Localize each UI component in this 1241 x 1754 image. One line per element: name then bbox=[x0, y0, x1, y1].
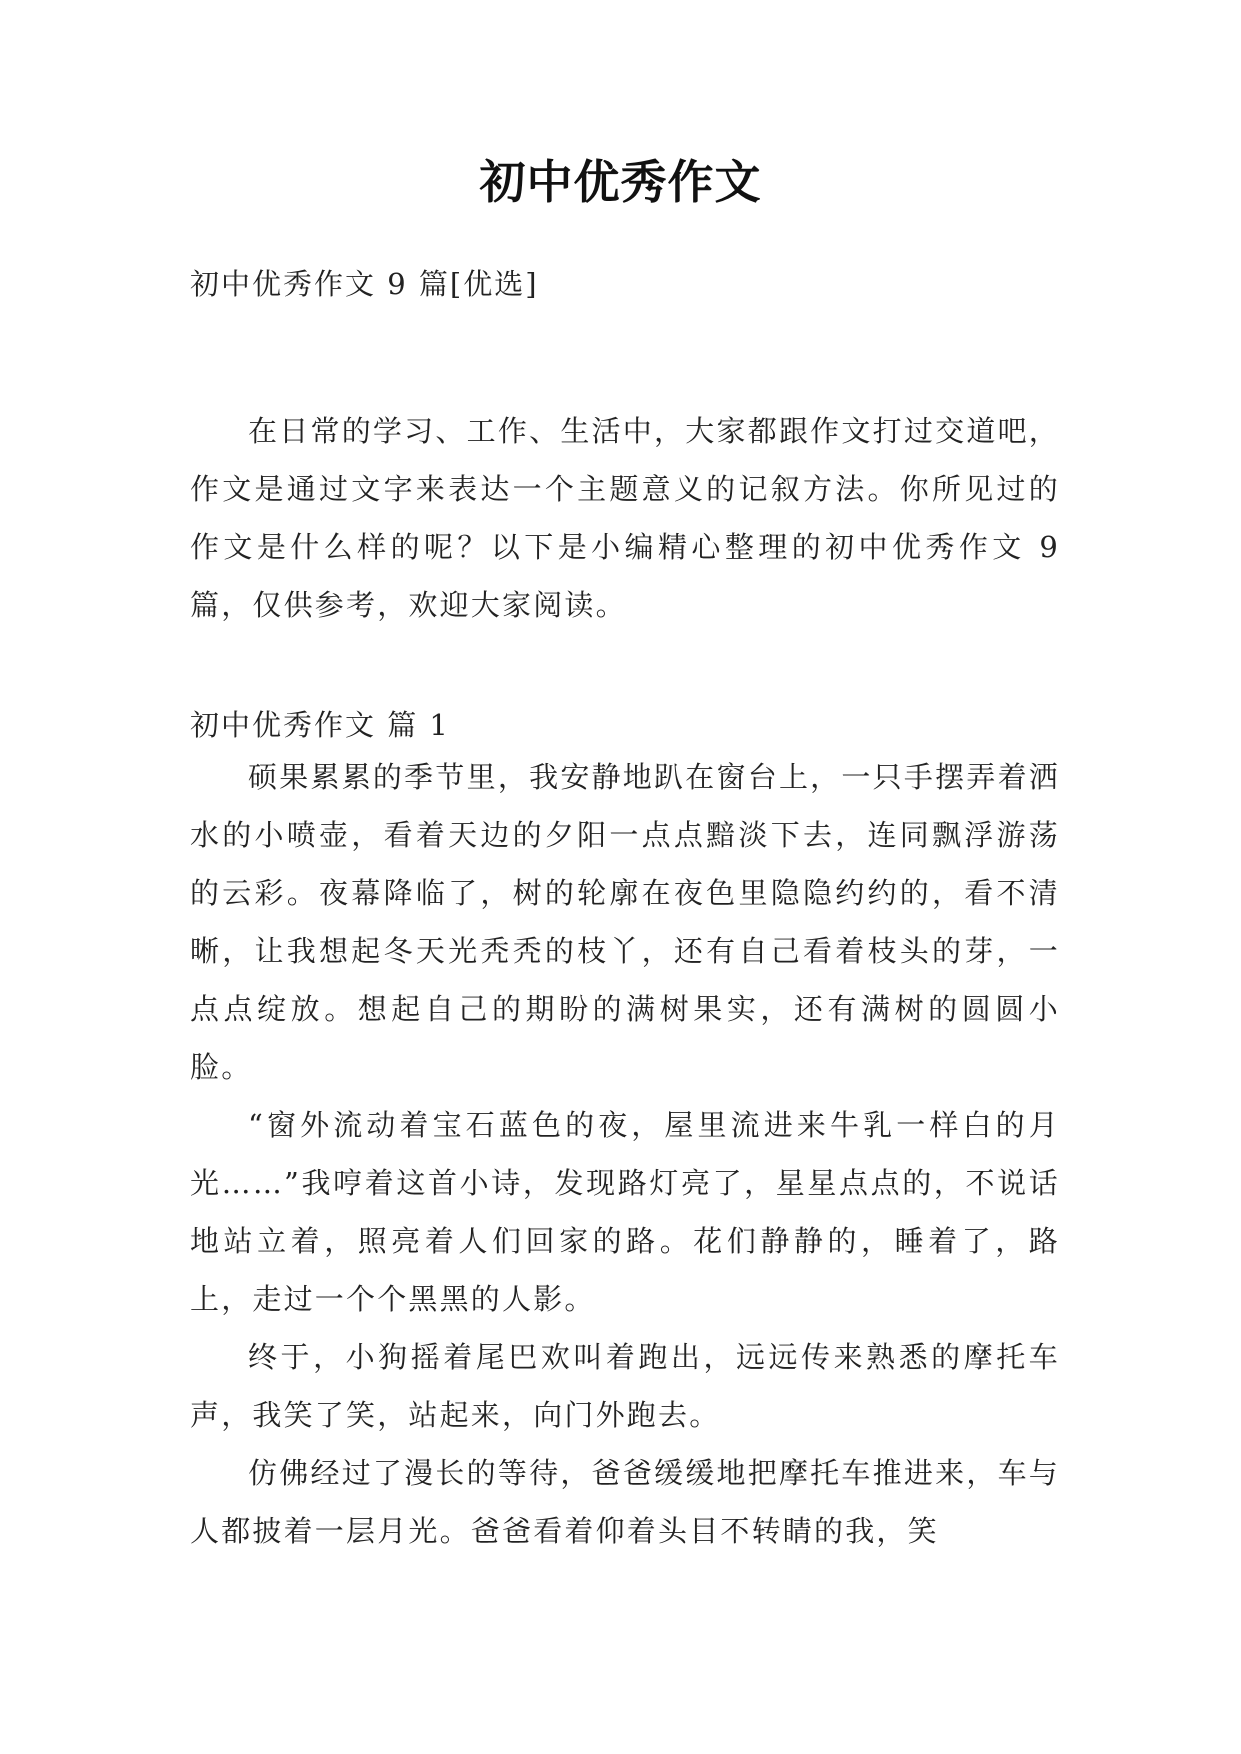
essay-body bbox=[190, 748, 1060, 1560]
section-heading: 初中优秀作文 篇 1 bbox=[190, 708, 450, 742]
essay-paragraph-3: 终于，小狗摇着尾巴欢叫着跑出，远远传来熟悉的摩托车声，我笑了笑，站起来，向门外跑去。 bbox=[190, 1340, 1060, 1432]
intro-paragraph: 在日常的学习、工作、生活中，大家都跟作文打过交道吧，作文是通过文字来表达一个主题意义的记叙方法。你所见过的作文是什么样的呢？以下是小编精心整理的初中优秀作文 9 篇，仅供参考，欢迎大家阅读。 bbox=[190, 414, 1060, 622]
essay-paragraph-4: 仿佛经过了漫长的等待，爸爸缓缓地把摩托车推进来，车与人都披着一层月光。爸爸看着仰着头目不转睛的我，笑 bbox=[190, 1456, 1060, 1548]
essay-paragraph-1: 硕果累累的季节里，我安静地趴在窗台上，一只手摆弄着洒水的小喷壶，看着天边的夕阳一点点黯淡下去，连同飘浮游荡的云彩。夜幕降临了，树的轮廓在夜色里隐隐约约的，看不清晰，让我想起冬天光秃秃的枝丫，还有自己看着枝头的芽，一点点绽放。想起自己的期盼的满树果实，还有满树的圆圆小脸。 bbox=[190, 760, 1060, 1084]
essay-paragraph-2: “窗外流动着宝石蓝色的夜，屋里流进来牛乳一样白的月光……”我哼着这首小诗，发现路灯亮了，星星点点的，不说话地站立着，照亮着人们回家的路。花们静静的，睡着了，路上，走过一个个黑黑的人影。 bbox=[190, 1108, 1060, 1316]
document-subtitle: 初中优秀作文 9 篇[优选] bbox=[190, 267, 539, 301]
intro-section bbox=[190, 402, 1060, 634]
document-title: 初中优秀作文 bbox=[479, 155, 762, 209]
